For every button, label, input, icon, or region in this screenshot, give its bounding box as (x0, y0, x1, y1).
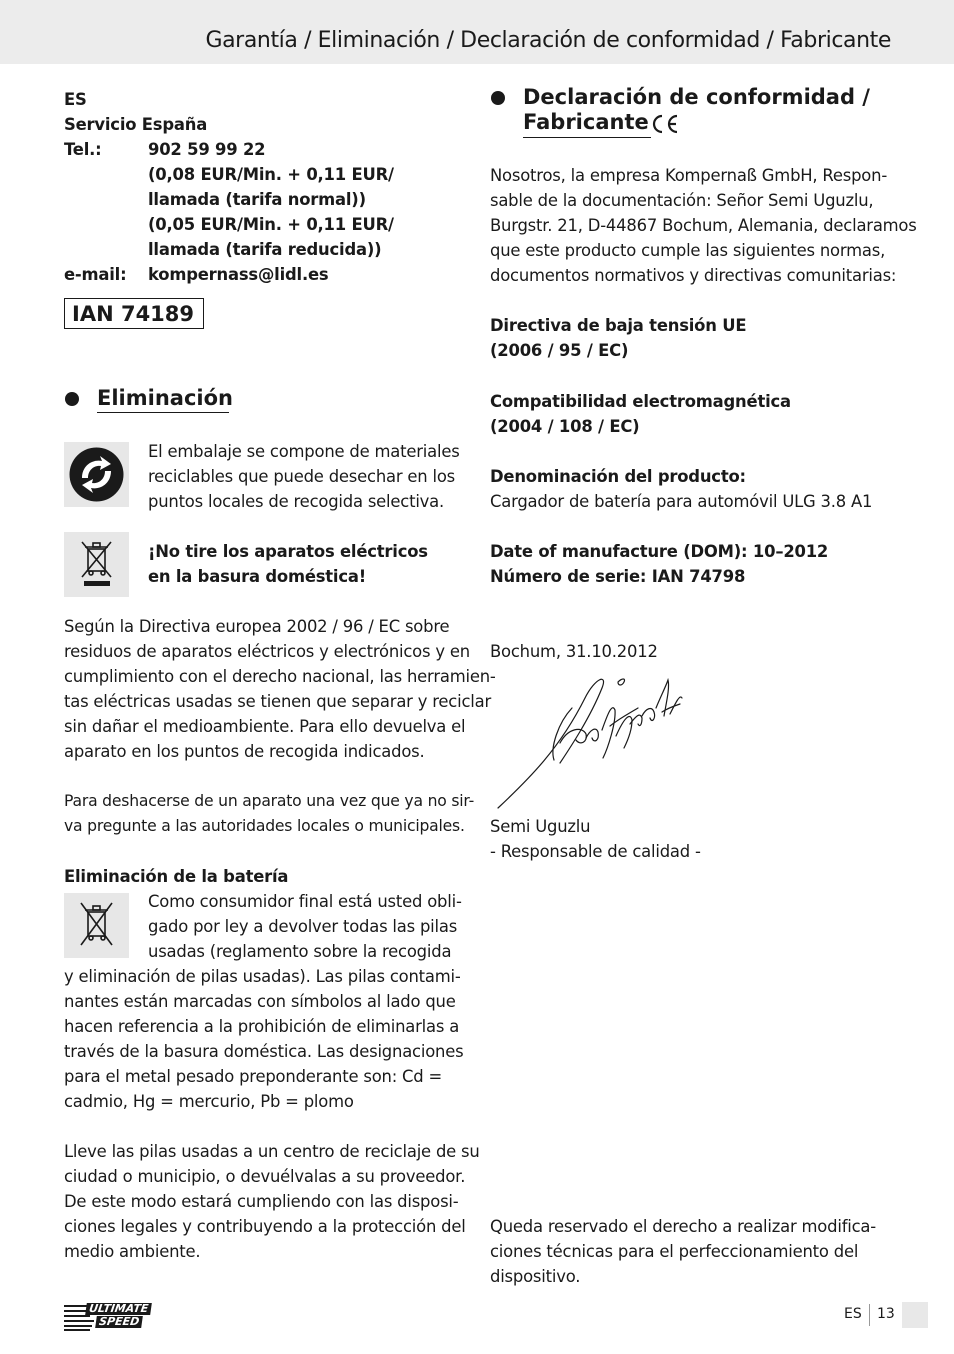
battery-text: y eliminación de pilas usadas). Las pilas contami- (64, 967, 461, 986)
page-number: 13 (877, 1306, 895, 1322)
section-bullet (65, 392, 79, 406)
intro-text: documentos normativos y directivas comunitarias: (490, 266, 897, 285)
battery-text: hacen referencia a la prohibición de eliminarlas a (64, 1017, 460, 1036)
battery-text: cadmio, Hg = mercurio, Pb = plomo (64, 1092, 354, 1111)
signer-role: - Responsable de calidad - (490, 842, 701, 861)
packaging-text: puntos locales de recogida selectiva. (148, 492, 445, 511)
packaging-text: El embalaje se compone de materiales (148, 442, 460, 461)
footer-tab (902, 1302, 928, 1328)
heading-underline (523, 137, 651, 138)
lvd-directive: (2006 / 95 / EC) (490, 341, 629, 360)
heading-underline (97, 412, 229, 413)
ce-mark (650, 113, 680, 139)
signer-name: Semi Uguzlu (490, 817, 591, 836)
email-label: e-mail: (64, 265, 127, 284)
declaration-heading: Fabricante (523, 110, 649, 134)
directive-text: tas eléctricas usadas se tienen que separar y reciclar (64, 692, 491, 711)
rate-line: (0,05 EUR/Min. + 0,11 EUR/ (148, 215, 394, 234)
declaration-heading: Declaración de conformidad / (523, 85, 870, 109)
tel-number: 902 59 99 22 (148, 140, 266, 159)
brand-logo-line1: ULTIMATE (85, 1303, 152, 1315)
battery-text: usadas (reglamento sobre la recogida (148, 942, 452, 961)
battery-text: gado por ley a devolver todas las pilas (148, 917, 458, 936)
packaging-text: reciclables que puede desechar en los (148, 467, 455, 486)
battery-text: para el metal pesado preponderante son: Cd = (64, 1067, 443, 1086)
page-title: Garantía / Eliminación / Declaración de conformidad / Fabricante (205, 28, 891, 53)
directive-text: residuos de aparatos eléctricos y electrónicos y en (64, 642, 470, 661)
ian-box: IAN 74189 (64, 298, 204, 329)
reserve-text: dispositivo. (490, 1267, 581, 1286)
lvd-directive: Directiva de baja tensión UE (490, 316, 747, 335)
authorities-text: Para deshacerse de un aparato una vez que ya no sir- (64, 792, 475, 810)
battery-text: Como consumidor final está usted obli- (148, 892, 462, 911)
footer-lang: ES (844, 1306, 862, 1322)
rate-line: (0,08 EUR/Min. + 0,11 EUR/ (148, 165, 394, 184)
return-text: Lleve las pilas usadas a un centro de reciclaje de su (64, 1142, 480, 1161)
directive-text: aparato en los puntos de recogida indicados. (64, 742, 425, 761)
disposal-heading: Eliminación (97, 386, 233, 410)
service-country: ES (64, 90, 87, 109)
return-text: medio ambiente. (64, 1242, 201, 1261)
warning-text: ¡No tire los aparatos eléctricos (148, 542, 428, 561)
rate-line: llamada (tarifa normal)) (148, 190, 366, 209)
ce-mark-icon (650, 113, 680, 135)
product-label: Denominación del producto: (490, 467, 746, 486)
authorities-text: va pregunte a las autoridades locales o municipales. (64, 817, 465, 835)
brand-logo (64, 1302, 162, 1332)
product-value: Cargador de batería para automóvil ULG 3.8 A1 (490, 492, 873, 511)
return-text: ciones legales y contribuyendo a la protección del (64, 1217, 466, 1236)
emc-directive: (2004 / 108 / EC) (490, 417, 640, 436)
return-text: De este modo estará cumpliendo con las disposi- (64, 1192, 459, 1211)
directive-text: Según la Directiva europea 2002 / 96 / EC sobre (64, 617, 450, 636)
crossed-bin-icon (64, 893, 129, 958)
rate-line: llamada (tarifa reducida)) (148, 240, 382, 259)
section-bullet (491, 91, 505, 105)
recycling-icon (64, 442, 129, 507)
footer-divider (869, 1304, 870, 1326)
dom-line: Date of manufacture (DOM): 10–2012 (490, 542, 829, 561)
place-date: Bochum, 31.10.2012 (490, 642, 658, 661)
signature-image (490, 668, 700, 813)
tel-label: Tel.: (64, 140, 102, 159)
intro-text: Burgstr. 21, D-44867 Bochum, Alemania, declaramos (490, 216, 917, 235)
warning-text: en la basura doméstica! (148, 567, 366, 586)
battery-heading: Eliminación de la batería (64, 867, 289, 886)
crossed-bin-icon (64, 532, 129, 597)
email-value: kompernass@lidl.es (148, 265, 329, 284)
return-text: ciudad o municipio, o devuélvalas a su proveedor. (64, 1167, 466, 1186)
brand-logo-line2: SPEED (95, 1316, 143, 1328)
reserve-text: ciones técnicas para el perfeccionamiento del (490, 1242, 859, 1261)
directive-text: cumplimiento con el derecho nacional, las herramien- (64, 667, 496, 686)
service-name: Servicio España (64, 115, 208, 134)
directive-text: sin dañar el medioambiente. Para ello devuelva el (64, 717, 466, 736)
battery-text: través de la basura doméstica. Las designaciones (64, 1042, 464, 1061)
reserve-text: Queda reservado el derecho a realizar modifica- (490, 1217, 876, 1236)
serial-line: Número de serie: IAN 74798 (490, 567, 746, 586)
intro-text: Nosotros, la empresa Kompernaß GmbH, Respon- (490, 166, 888, 185)
battery-text: nantes están marcadas con símbolos al lado que (64, 992, 456, 1011)
intro-text: sable de la documentación: Señor Semi Uguzlu, (490, 191, 874, 210)
emc-directive: Compatibilidad electromagnética (490, 392, 791, 411)
intro-text: que este producto cumple las siguientes normas, (490, 241, 886, 260)
